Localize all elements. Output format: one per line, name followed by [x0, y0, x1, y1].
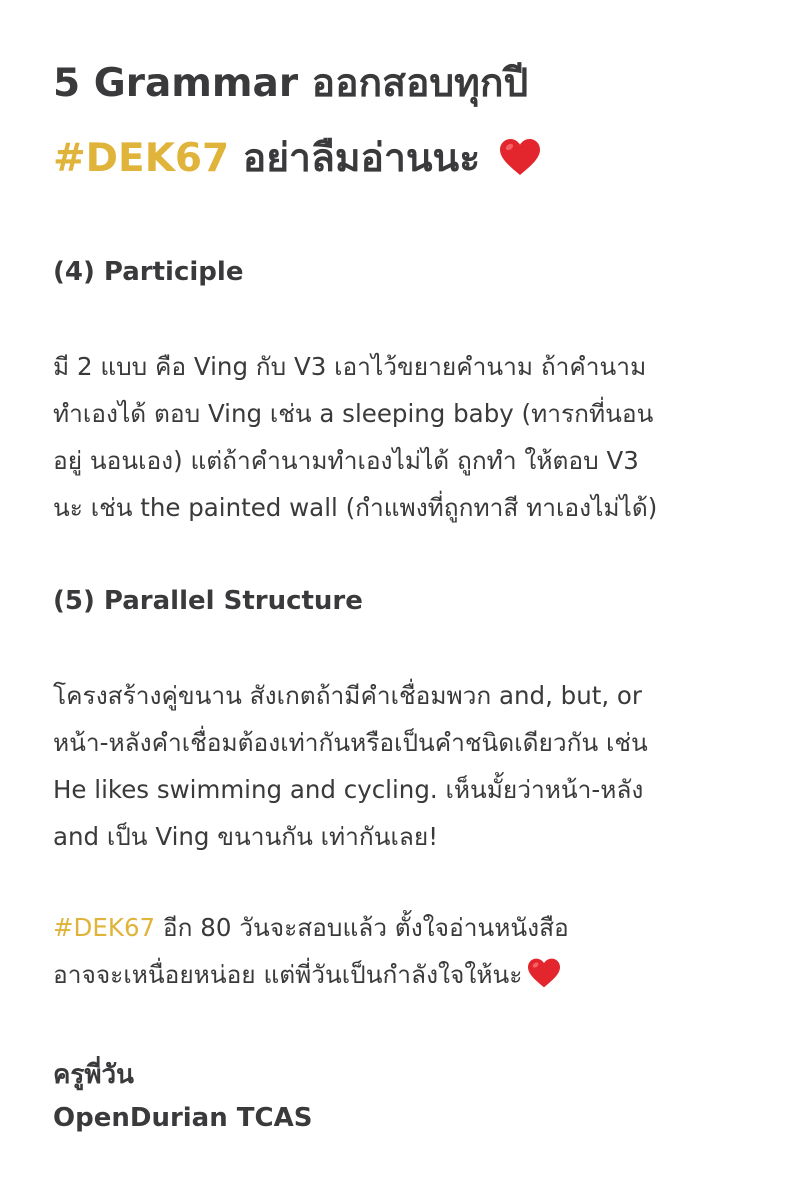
paragraph-line: โครงสร้างคู่ขนาน สังเกตถ้ามีคำเชื่อมพวก and, but, or: [53, 681, 642, 710]
title-hashtag: #DEK67: [53, 136, 230, 181]
section-body-participle: [53, 343, 657, 531]
page-title-line-2: [53, 137, 542, 181]
section-body-parallel-structure: [53, 672, 648, 860]
section-heading-parallel-structure: (5) Parallel Structure: [53, 586, 363, 616]
closing-line-2: [53, 951, 569, 998]
closing-message: [53, 904, 569, 998]
closing-line2-text: อาจจะเหนื่อยหน่อย แต่พี่วันเป็นกำลังใจให้นะ: [53, 960, 523, 989]
paragraph-line: มี 2 แบบ คือ Ving กับ V3 เอาไว้ขยายคำนาม ถ้าคำนาม: [53, 352, 647, 381]
page-title-line-1: [53, 62, 528, 106]
paragraph-line: ทำเองได้ ตอบ Ving เช่น a sleeping baby (ทารกที่นอน: [53, 399, 654, 428]
signature-name: ครูพี่วัน: [53, 1060, 134, 1090]
title-text: 5 Grammar ออกสอบทุกปี: [53, 61, 529, 106]
red-heart-icon: [526, 957, 562, 989]
paragraph-line: He likes swimming and cycling. เห็นมั้ยว่าหน้า-หลัง: [53, 775, 644, 804]
paragraph-line: and เป็น Ving ขนานกัน เท่ากันเลย!: [53, 822, 439, 851]
section-heading-participle: (4) Participle: [53, 257, 244, 287]
closing-line1-text: อีก 80 วันจะสอบแล้ว ตั้งใจอ่านหนังสือ: [155, 913, 569, 942]
paragraph-line: หน้า-หลังคำเชื่อมต้องเท่ากันหรือเป็นคำชนิดเดียวกัน เช่น: [53, 728, 648, 757]
closing-line-1: [53, 904, 569, 951]
closing-hashtag: #DEK67: [53, 913, 156, 942]
paragraph-line: อยู่ นอนเอง) แต่ถ้าคำนามทำเองไม่ได้ ถูกทำ ให้ตอบ V3: [53, 446, 639, 475]
red-heart-icon: [498, 137, 542, 177]
title-line2-text: อย่าลืมอ่านนะ: [229, 136, 481, 181]
paragraph-line: นะ เช่น the painted wall (กำแพงที่ถูกทาสี ทาเองไม่ได้): [53, 493, 658, 522]
signature-org: OpenDurian TCAS: [53, 1103, 313, 1133]
